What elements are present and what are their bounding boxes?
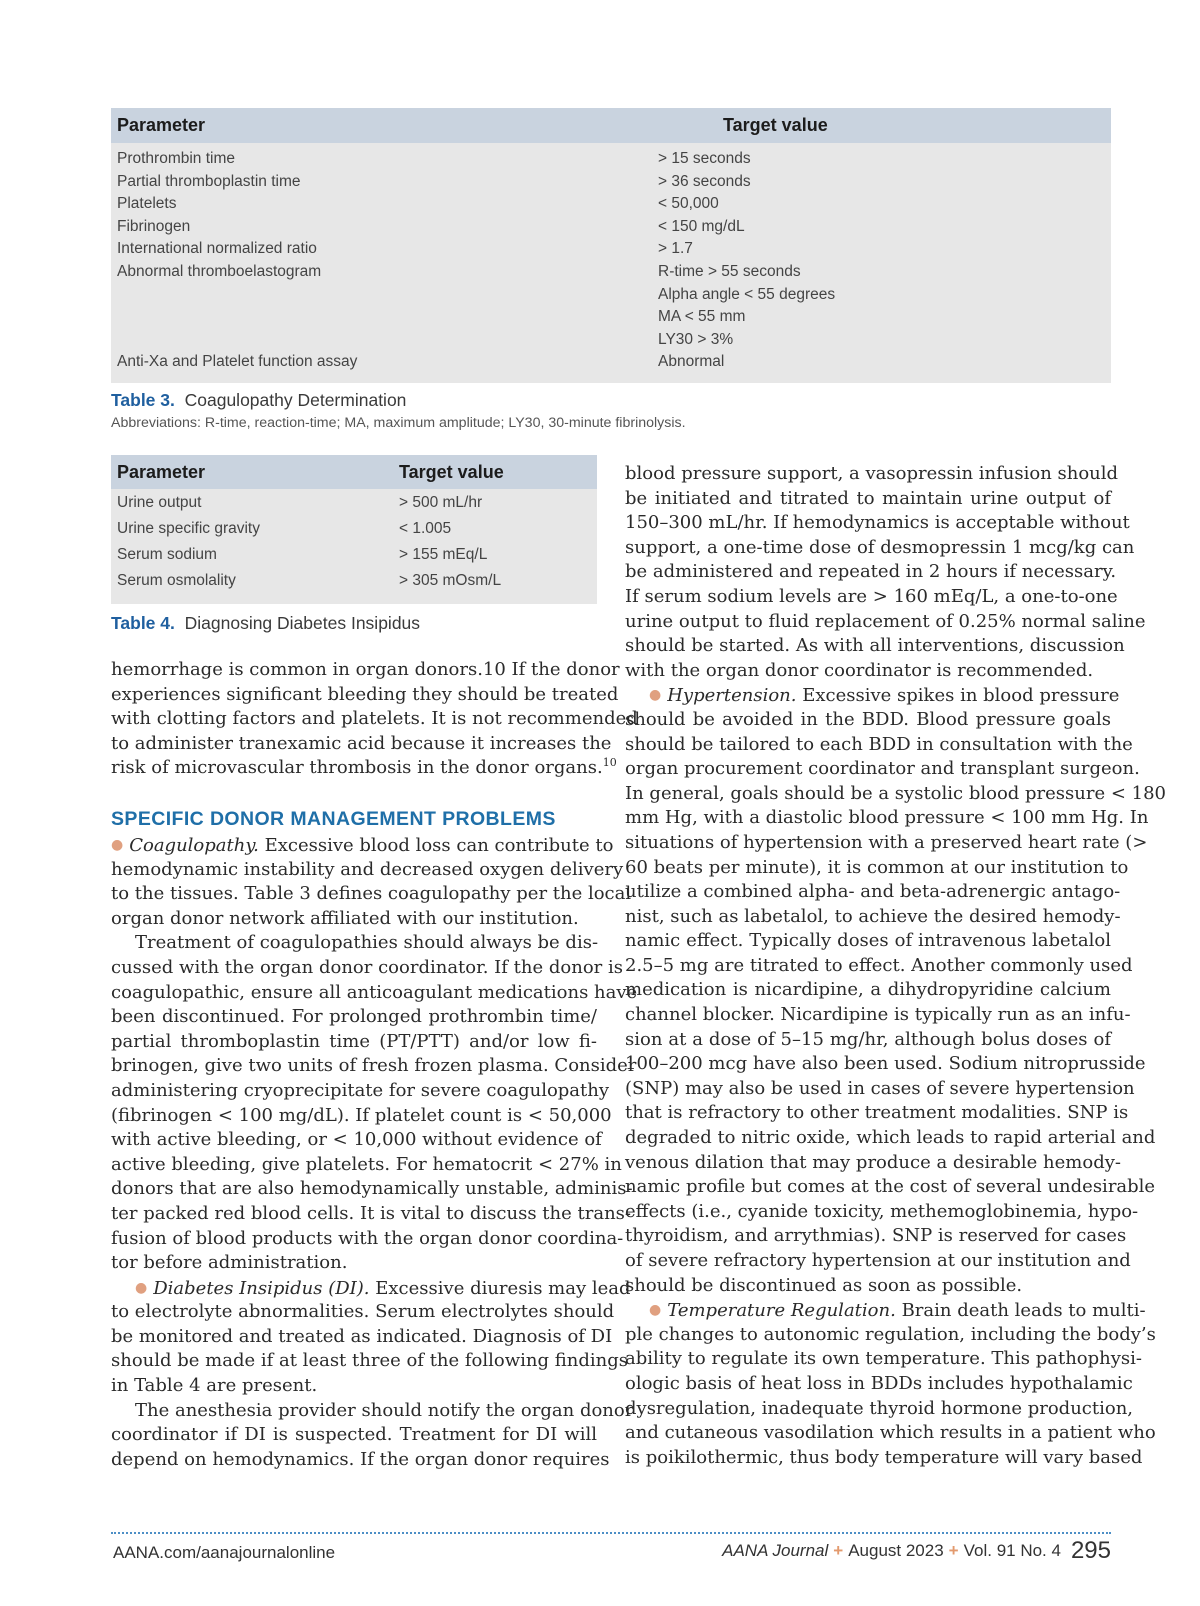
notify-paragraph bbox=[111, 1399, 634, 1473]
text-line: (fibrinogen < 100 mg/dL). If platelet count is < 50,000 bbox=[111, 1104, 612, 1126]
text-line: (SNP) may also be used in cases of severe hypertension bbox=[625, 1077, 1135, 1099]
table-3 bbox=[111, 108, 1111, 383]
bullet-icon: ● bbox=[649, 1302, 662, 1319]
text-line: coordinator if DI is suspected. Treatment for DI will bbox=[111, 1424, 597, 1446]
text-line: brinogen, give two units of fresh frozen plasma. Consider bbox=[111, 1055, 637, 1077]
footer-citation bbox=[722, 1537, 1111, 1565]
hypertension-paragraph bbox=[625, 708, 1167, 1298]
text-line: organ procurement coordinator and transplant surgeon. bbox=[625, 758, 1140, 780]
table-4-cell-target: < 1.005 bbox=[399, 520, 452, 537]
plus-icon: + bbox=[948, 1541, 959, 1560]
table-4-header-target: Target value bbox=[399, 462, 504, 482]
text-line: 60 beats per minute), it is common at our institution to bbox=[625, 856, 1129, 878]
table-4-cell-parameter: Urine specific gravity bbox=[117, 520, 260, 537]
table-3-cell-parameter: Fibrinogen bbox=[117, 217, 191, 235]
coagulopathy-first-line: ● Coagulopathy. Excessive blood loss can contribute to bbox=[111, 835, 614, 856]
footer-journal: AANA Journal bbox=[722, 1541, 829, 1560]
table-4-cell-target: > 500 mL/hr bbox=[399, 494, 483, 511]
text-line: effects (i.e., cyanide toxicity, methemoglobinemia, hypo- bbox=[625, 1200, 1139, 1222]
text-line-content: to administer tranexamic acid because it increases the bbox=[111, 732, 612, 754]
table-3-cell-parameter: Platelets bbox=[117, 195, 177, 213]
table-3-cell-parameter: Prothrombin time bbox=[117, 150, 236, 167]
table-4-title: Diagnosing Diabetes Insipidus bbox=[184, 613, 421, 633]
text-line: The anesthesia provider should notify the organ donor bbox=[135, 1399, 634, 1421]
text-line: be monitored and treated as indicated. Diagnosis of DI bbox=[111, 1325, 613, 1347]
text-line: medication is nicardipine, a dihydropyridine calcium bbox=[625, 979, 1111, 1001]
temperature-term: Temperature Regulation. bbox=[667, 1300, 896, 1322]
table-3-label: Table 3. bbox=[111, 390, 175, 410]
di-term: Diabetes Insipidus (DI). bbox=[153, 1277, 370, 1299]
page-number: 295 bbox=[1070, 1537, 1111, 1564]
text-line: administering cryoprecipitate for severe coagulopathy bbox=[111, 1079, 610, 1101]
coagulopathy-term: Coagulopathy. bbox=[129, 835, 259, 856]
text-line: should be made if at least three of the following findings bbox=[111, 1350, 628, 1372]
table-3-cell-target: < 150 mg/dL bbox=[658, 217, 745, 235]
table-3-cell-parameter: Partial thromboplastin time bbox=[117, 172, 301, 190]
text-line-content: risk of microvascular thrombosis in the donor organs. bbox=[111, 757, 603, 779]
text-line: in Table 4 are present. bbox=[111, 1375, 318, 1397]
text-line bbox=[111, 732, 612, 757]
bullet-icon: ● bbox=[111, 837, 124, 853]
table-4-header bbox=[111, 455, 597, 489]
text-line: cussed with the organ donor coordinator. If the donor is bbox=[111, 956, 623, 978]
text-line: Treatment of coagulopathies should always be dis- bbox=[135, 932, 599, 954]
text-line: tor before administration. bbox=[111, 1252, 348, 1274]
text-line: ter packed red blood cells. It is vital to discuss the trans- bbox=[111, 1202, 631, 1224]
table-4-caption bbox=[111, 613, 420, 634]
text-line: channel blocker. Nicardipine is typically run as an infu- bbox=[625, 1004, 1131, 1026]
text-line: partial thromboplastin time (PT/PTT) and/or low fi- bbox=[111, 1030, 597, 1052]
table-3-header-target: Target value bbox=[723, 115, 828, 135]
table-4-cell-parameter: Serum osmolality bbox=[117, 572, 236, 589]
text-line: mm Hg, with a diastolic blood pressure < 100 mm Hg. In bbox=[625, 807, 1149, 829]
table-4-cell-target: > 305 mOsm/L bbox=[399, 572, 502, 589]
table-3-cell-target: > 15 seconds bbox=[658, 150, 751, 167]
table-4-label: Table 4. bbox=[111, 613, 175, 633]
text-line: namic profile but comes at the cost of several undesirable bbox=[625, 1176, 1156, 1198]
text-line: 150–300 mL/hr. If hemodynamics is acceptable without bbox=[625, 512, 1130, 534]
text-line: urine output to fluid replacement of 0.25% normal saline bbox=[625, 610, 1146, 632]
temperature-first-line: ● Temperature Regulation. Brain death leads to multi- bbox=[649, 1300, 1146, 1322]
table-4-cell-parameter: Serum sodium bbox=[117, 546, 217, 563]
table-3-cell-target: Abnormal bbox=[658, 353, 725, 371]
left-intro-paragraph bbox=[111, 658, 638, 781]
table-3-cell-parameter: Abnormal thromboelastogram bbox=[117, 263, 322, 280]
table-3-header bbox=[111, 108, 1111, 143]
text-line: that is refractory to other treatment modalities. SNP is bbox=[625, 1102, 1129, 1124]
text-line-content: experiences significant bleeding they should be treated bbox=[111, 683, 619, 705]
right-column bbox=[625, 462, 1167, 1470]
text-line: be administered and repeated in 2 hours if necessary. bbox=[625, 561, 1117, 583]
text-line: nist, such as labetalol, to achieve the desired hemody- bbox=[625, 905, 1121, 927]
text-line: coagulopathic, ensure all anticoagulant medications have bbox=[111, 981, 638, 1003]
table-3-cell-target: Alpha angle < 55 degrees bbox=[658, 285, 836, 303]
text-line: dysregulation, inadequate thyroid hormone production, bbox=[625, 1397, 1134, 1419]
text-line-content: hemorrhage is common in organ donors.10 If the donor bbox=[111, 659, 620, 680]
text-line: to the tissues. Table 3 defines coagulopathy per the local bbox=[111, 883, 632, 905]
section-heading: SPECIFIC DONOR MANAGEMENT PROBLEMS bbox=[111, 808, 556, 830]
temperature-paragraph bbox=[625, 1323, 1156, 1471]
di-first-line: ● Diabetes Insipidus (DI). Excessive diuresis may lead bbox=[135, 1277, 631, 1299]
text-line: ologic basis of heat loss in BDDs includes hypothalamic bbox=[625, 1372, 1133, 1394]
text-line: support, a one-time dose of desmopressin 1 mcg/kg can bbox=[625, 536, 1135, 558]
footer-url[interactable]: AANA.com/aanajournalonline bbox=[113, 1543, 336, 1562]
table-3-cell-target: LY30 > 3% bbox=[658, 330, 734, 348]
table-4-cell-target: > 155 mEq/L bbox=[399, 546, 488, 563]
table-3-cell-target: MA < 55 mm bbox=[658, 308, 746, 326]
text-line: organ donor network affiliated with our institution. bbox=[111, 907, 579, 929]
text-line: with the organ donor coordinator is recommended. bbox=[625, 659, 1094, 681]
text-line: should be tailored to each BDD in consultation with the bbox=[625, 733, 1133, 755]
table-3-cell-target: > 36 seconds bbox=[658, 172, 751, 190]
text-line: 2.5–5 mg are titrated to effect. Another commonly used bbox=[625, 954, 1133, 976]
text-line bbox=[111, 683, 619, 708]
hypertension-first-line: ● Hypertension. Excessive spikes in blood pressure bbox=[649, 685, 1120, 707]
footer-volume: Vol. 91 No. 4 bbox=[963, 1541, 1061, 1560]
bullet-icon: ● bbox=[135, 1279, 148, 1296]
text-line: ability to regulate its own temperature. This pathophysi- bbox=[625, 1348, 1142, 1370]
text-line: degraded to nitric oxide, which leads to rapid arterial and bbox=[625, 1127, 1156, 1149]
text-line: 100–200 mcg have also been used. Sodium nitroprusside bbox=[625, 1053, 1146, 1075]
table-3-cell-parameter: Anti-Xa and Platelet function assay bbox=[117, 353, 358, 371]
text-line: should be discontinued as soon as possible. bbox=[625, 1274, 1023, 1296]
treatment-paragraph bbox=[111, 931, 638, 1275]
coagulopathy-paragraph bbox=[111, 858, 632, 932]
di-treatment-continued bbox=[625, 462, 1146, 683]
text-line: thyroidism, and arrythmias). SNP is reserved for cases bbox=[625, 1225, 1127, 1247]
text-line: fusion of blood products with the organ donor coordina- bbox=[111, 1227, 624, 1249]
text-line: utilize a combined alpha- and beta-adrenergic antago- bbox=[625, 881, 1121, 903]
text-line bbox=[111, 707, 638, 732]
left-column-sections bbox=[111, 833, 638, 1472]
bullet-icon: ● bbox=[649, 687, 662, 704]
plus-icon: + bbox=[833, 1541, 844, 1560]
text-line: should be started. As with all interventions, discussion bbox=[625, 635, 1125, 657]
text-line: of severe refractory hypertension at our institution and bbox=[625, 1250, 1131, 1271]
text-line: should be avoided in the BDD. Blood pressure goals bbox=[625, 708, 1111, 730]
text-line: donors that are also hemodynamically unstable, adminis- bbox=[111, 1178, 633, 1200]
text-line: venous dilation that may produce a desirable hemody- bbox=[625, 1151, 1121, 1173]
table-3-cell-target: < 50,000 bbox=[658, 195, 719, 213]
text-line: situations of hypertension with a preserved heart rate (> bbox=[625, 831, 1148, 853]
text-line-content: with clotting factors and platelets. It is not recommended bbox=[111, 708, 638, 730]
hypertension-term: Hypertension. bbox=[667, 685, 797, 707]
text-line: been discontinued. For prolonged prothrombin time/ bbox=[111, 1006, 597, 1028]
table-3-title: Coagulopathy Determination bbox=[184, 390, 407, 410]
table-3-cell-parameter: International normalized ratio bbox=[117, 240, 317, 258]
table-3-header-parameter: Parameter bbox=[117, 115, 206, 135]
text-line: to electrolyte abnormalities. Serum electrolytes should bbox=[111, 1301, 615, 1323]
table-3-body bbox=[111, 143, 1111, 383]
text-line: hemodynamic instability and decreased oxygen delivery bbox=[111, 858, 624, 880]
text-line: active bleeding, give platelets. For hematocrit < 27% in bbox=[111, 1153, 622, 1175]
footer-date: August 2023 bbox=[848, 1541, 944, 1560]
text-line: with active bleeding, or < 10,000 without evidence of bbox=[111, 1129, 602, 1151]
text-line: sion at a dose of 5–15 mg/hr, although bolus doses of bbox=[625, 1028, 1111, 1050]
text-line: In general, goals should be a systolic blood pressure < 180 bbox=[625, 782, 1167, 804]
di-paragraph bbox=[111, 1300, 628, 1398]
table-3-cell-target: R-time > 55 seconds bbox=[658, 263, 801, 280]
text-line bbox=[111, 756, 617, 781]
table-3-abbreviations: Abbreviations: R-time, reaction-time; MA, maximum amplitude; LY30, 30-minute fibrinolysis. bbox=[111, 415, 686, 431]
table-3-cell-target: > 1.7 bbox=[658, 240, 693, 258]
text-line bbox=[111, 658, 620, 683]
text-line: If serum sodium levels are > 160 mEq/L, a one-to-one bbox=[625, 585, 1118, 607]
table-3-caption bbox=[111, 390, 406, 411]
text-line: and cutaneous vasodilation which results in a patient who bbox=[625, 1422, 1156, 1444]
table-4-cell-parameter: Urine output bbox=[117, 494, 202, 511]
footer-divider bbox=[111, 1532, 1111, 1534]
text-line: be initiated and titrated to maintain urine output of bbox=[625, 487, 1111, 509]
text-line: blood pressure support, a vasopressin infusion should bbox=[625, 463, 1119, 484]
table-4 bbox=[111, 455, 597, 604]
text-line: namic effect. Typically doses of intravenous labetalol bbox=[625, 930, 1111, 952]
table-4-header-parameter: Parameter bbox=[117, 462, 206, 482]
text-line: ple changes to autonomic regulation, including the body’s bbox=[625, 1323, 1156, 1345]
left-column bbox=[111, 658, 638, 781]
reference-number: 10 bbox=[602, 756, 617, 770]
text-line: depend on hemodynamics. If the organ donor requires bbox=[111, 1448, 610, 1470]
text-line: is poikilothermic, thus body temperature will vary based bbox=[625, 1446, 1143, 1468]
